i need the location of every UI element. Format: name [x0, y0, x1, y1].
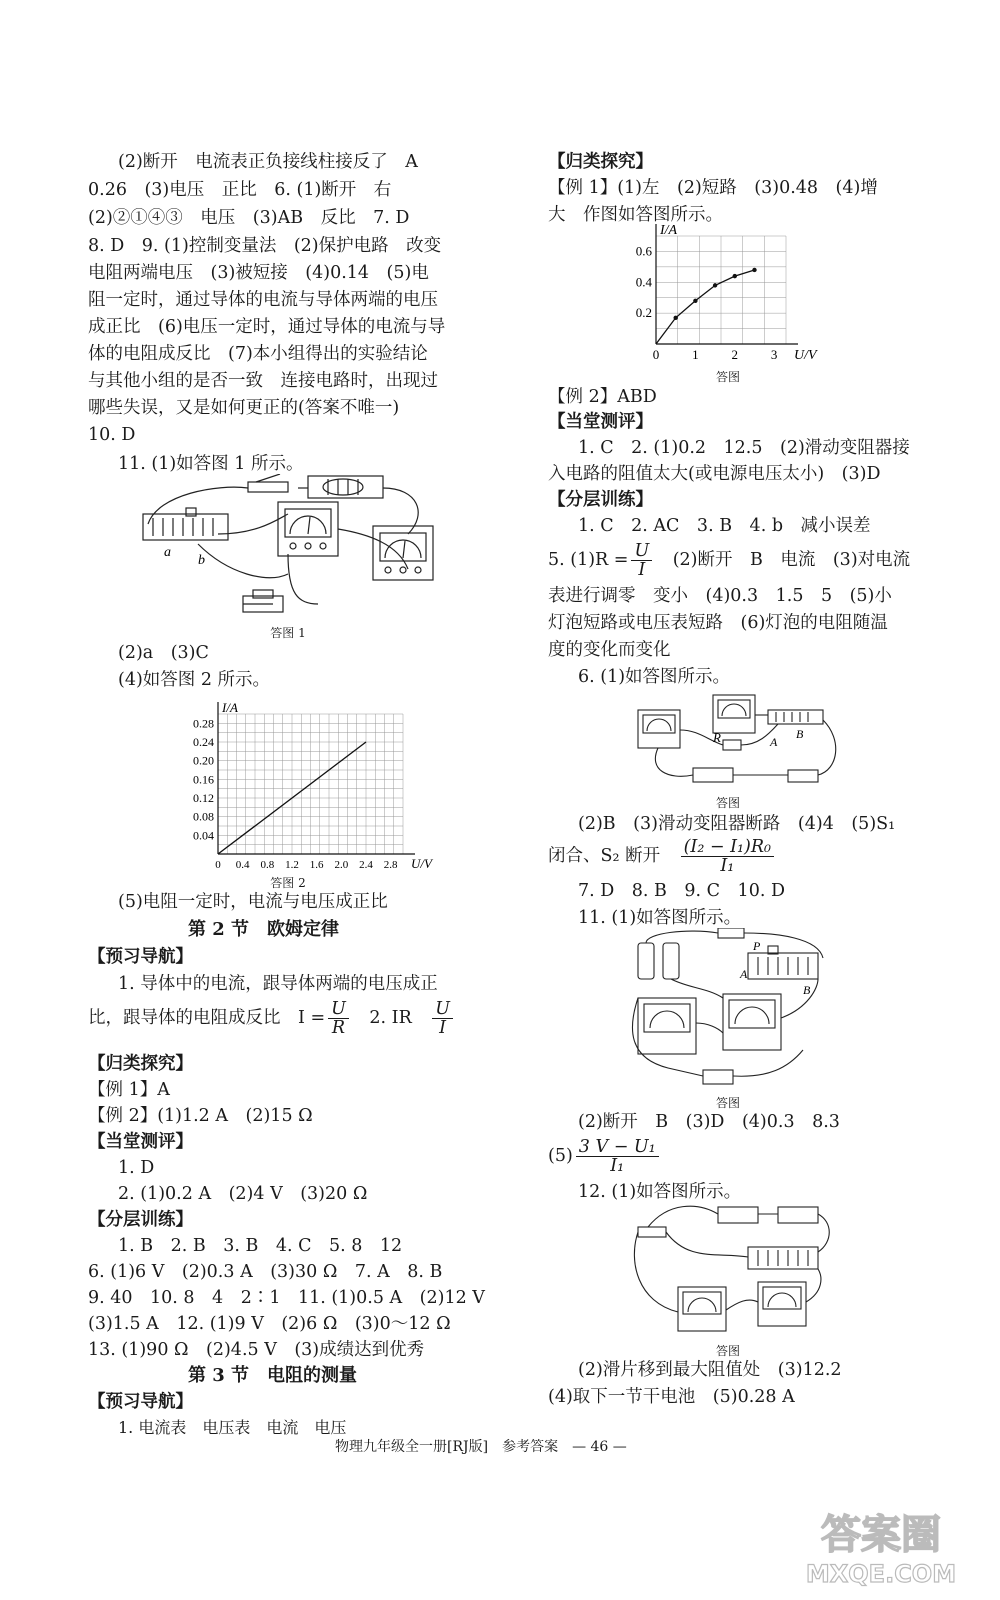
- answer-text: 2. IR: [369, 1008, 412, 1028]
- answer-line: 0.26 (3)电压 正比 6. (1)断开 右: [88, 180, 392, 200]
- answer-line-fraction: [548, 1138, 662, 1175]
- answer-line: 与其他小组的是否一致 连接电路时，出现过: [88, 371, 438, 391]
- figure-caption: 答图 1: [270, 626, 306, 640]
- answer-line: (2)②①④③ 电压 (3)AB 反比 7. D: [88, 208, 410, 228]
- answer-line: 8. D 9. (1)控制变量法 (2)保护电路 改变: [88, 236, 442, 256]
- answer-line: 1. B 2. B 3. B 4. C 5. 8 12: [118, 1236, 403, 1256]
- figure-caption: 答图 2: [270, 876, 306, 890]
- watermark-logo: [786, 1500, 976, 1590]
- answer-line: 【例 2】ABD: [548, 387, 657, 407]
- answer-line: 度的变化而变化: [548, 640, 671, 660]
- answer-line: 成正比 (6)电压一定时，通过导体的电流与导: [88, 317, 446, 337]
- answer-line: 哪些失误，又是如何更正的(答案不唯一): [88, 398, 400, 418]
- page-number: — 46 —: [572, 1439, 627, 1455]
- data-point: [752, 268, 756, 272]
- x-tick-label: 1.2: [285, 859, 299, 871]
- answer-line: (2)断开 电流表正负接线柱接反了 A: [118, 152, 418, 172]
- answer-line: 13. (1)90 Ω (2)4.5 V (3)成绩达到优秀: [88, 1340, 425, 1360]
- y-tick-label: 0.24: [193, 735, 214, 749]
- footer-book: 物理九年级全一册[RJ版]: [335, 1439, 489, 1455]
- fraction: $\frac{U}{R}$: [328, 1000, 349, 1037]
- watermark-bottom: MXQE.COM: [805, 1560, 957, 1588]
- section-heading: 【当堂测评】: [548, 412, 653, 432]
- answer-line: 1. C 2. AC 3. B 4. b 减小误差: [578, 516, 871, 536]
- answer-line: 1. C 2. (1)0.2 12.5 (2)滑动变阻器接: [578, 438, 910, 458]
- y-tick-label: 0.2: [635, 305, 652, 321]
- data-point: [673, 316, 677, 320]
- x-tick-label: 2.8: [383, 859, 398, 871]
- label-a: A: [770, 735, 778, 749]
- figure-caption: 答图: [715, 1096, 740, 1110]
- section-heading: 【分层训练】: [548, 490, 653, 510]
- x-tick-label: 1.6: [309, 859, 324, 871]
- section-heading: 【预习导航】: [88, 947, 193, 967]
- answer-line-fraction: [548, 542, 910, 579]
- answer-line-fraction: [548, 838, 777, 875]
- circuit-diagram-q6: [628, 690, 848, 795]
- label-r: R: [713, 730, 721, 745]
- answer-line: 1. 导体中的电流，跟导体两端的电压成正: [118, 974, 438, 994]
- fraction: $\frac{U}{I}$: [631, 542, 652, 579]
- y-tick-label: 0.20: [193, 753, 214, 768]
- circuit-diagram-q11: [628, 928, 848, 1093]
- answer-line: 12. (1)如答图所示。: [578, 1182, 742, 1202]
- page-footer: [335, 1436, 627, 1456]
- answer-line: 6. (1)如答图所示。: [578, 667, 731, 687]
- y-tick-label: 0.16: [193, 772, 214, 787]
- answer-line: 1. D: [118, 1158, 155, 1178]
- y-tick-label: 0.28: [193, 716, 214, 731]
- answer-line: 2. (1)0.2 A (2)4 V (3)20 Ω: [118, 1184, 368, 1204]
- answer-line: 1. 电流表 电压表 电流 电压: [118, 1418, 347, 1437]
- data-point: [713, 283, 717, 287]
- label-b: B: [796, 727, 804, 741]
- answer-line: 11. (1)如答图 1 所示。: [118, 454, 304, 474]
- label-p: P: [753, 939, 761, 953]
- fraction: $\frac{\text{3 V − U₁}}{\text{I₁}}$: [576, 1138, 659, 1175]
- answer-line: 【例 1】A: [88, 1080, 170, 1100]
- x-tick-label: 0: [652, 347, 660, 362]
- label-a: a: [164, 545, 171, 560]
- y-tick-label: 0.4: [635, 274, 652, 290]
- label-b: B: [803, 983, 811, 997]
- data-point: [693, 299, 697, 303]
- section-heading: 【预习导航】: [88, 1392, 193, 1412]
- y-tick-label: 0.6: [635, 243, 652, 259]
- answer-line: (4)取下一节干电池 (5)0.28 A: [548, 1387, 795, 1407]
- x-tick-label: 0: [215, 859, 221, 871]
- x-tick-label: 2: [731, 347, 739, 362]
- answer-line: (5)电阻一定时，电流与电压成正比: [118, 892, 388, 912]
- fraction: $\frac{U}{I}$: [432, 1000, 453, 1037]
- answer-text: 5. (1)R =: [548, 550, 629, 570]
- x-axis-label: U/V: [411, 856, 432, 871]
- answer-line: (2)滑片移到最大阻值处 (3)12.2: [578, 1360, 842, 1380]
- answer-line: 电阻两端电压 (3)被短接 (4)0.14 (5)电: [88, 263, 429, 283]
- data-line: [656, 270, 754, 344]
- section-title: 第 2 节 欧姆定律: [188, 919, 340, 940]
- answer-line: 6. (1)6 V (2)0.3 A (3)30 Ω 7. A 8. B: [88, 1262, 443, 1282]
- data-point: [733, 274, 737, 278]
- section-title: 第 3 节 电阻的测量: [188, 1365, 358, 1386]
- answer-line: 阻一定时，通过导体的电流与导体两端的电压: [88, 290, 438, 310]
- answer-text: (5): [548, 1146, 573, 1166]
- figure-caption: 答图: [715, 1344, 740, 1358]
- label-a: A: [740, 967, 748, 981]
- answer-line: (3)1.5 A 12. (1)9 V (2)6 Ω (3)0～12 Ω: [88, 1314, 451, 1334]
- iu-chart-2: [148, 700, 448, 875]
- x-tick-label: 3: [770, 347, 778, 362]
- y-axis-label: I/A: [222, 700, 238, 715]
- x-axis-label: U/V: [794, 348, 817, 363]
- answer-line: 10. D: [88, 425, 136, 445]
- x-tick-label: 1: [692, 347, 699, 362]
- iu-chart-right: [618, 222, 848, 372]
- answer-line: (2)B (3)滑动变阻器断路 (4)4 (5)S₁: [578, 814, 896, 834]
- answer-line: 9. 40 10. 8 4 2∶1 11. (1)0.5 A (2)12 V: [88, 1288, 485, 1308]
- figure-caption: 答图: [715, 796, 740, 810]
- x-tick-label: 2.0: [334, 859, 349, 871]
- answer-line: 表进行调零 变小 (4)0.3 1.5 5 (5)小: [548, 586, 892, 606]
- x-tick-label: 0.4: [235, 859, 250, 871]
- answer-text: 闭合、S₂ 断开: [548, 846, 661, 866]
- fraction: $\frac{\text{(I₂ − I₁)R₀}}{\text{I₁}}$: [681, 838, 775, 875]
- y-tick-label: 0.04: [193, 828, 214, 843]
- circuit-diagram-q12: [628, 1202, 848, 1342]
- answer-line: 11. (1)如答图所示。: [578, 908, 742, 928]
- answer-line: (2)断开 B (3)D (4)0.3 8.3: [578, 1112, 840, 1132]
- answer-line-fractions: [88, 1000, 456, 1037]
- answer-line: 大 作图如答图所示。: [548, 205, 723, 225]
- y-tick-label: 0.08: [193, 809, 214, 824]
- section-heading: 【当堂测评】: [88, 1132, 193, 1152]
- answer-line: 体的电阻成反比 (7)本小组得出的实验结论: [88, 344, 428, 364]
- section-heading: 【分层训练】: [88, 1210, 193, 1230]
- answer-line: 【例 2】(1)1.2 A (2)15 Ω: [88, 1106, 313, 1126]
- section-heading: 【归类探究】: [88, 1054, 193, 1074]
- answer-line: 7. D 8. B 9. C 10. D: [578, 881, 785, 901]
- answer-line: 灯泡短路或电压表短路 (6)灯泡的电阻随温: [548, 613, 888, 633]
- y-axis-label: I/A: [660, 223, 678, 238]
- answer-line: 【例 1】(1)左 (2)短路 (3)0.48 (4)增: [548, 178, 878, 198]
- section-heading: 【归类探究】: [548, 152, 653, 172]
- circuit-diagram-1: [138, 474, 438, 624]
- answer-text: 比，跟导体的电阻成反比 I =: [88, 1008, 326, 1028]
- figure-caption: 答图: [715, 370, 740, 384]
- x-tick-label: 0.8: [260, 859, 275, 871]
- answer-text: (2)断开 B 电流 (3)对电流: [672, 550, 911, 570]
- watermark-top: 答案圈: [821, 1512, 941, 1558]
- footer-label: 参考答案: [502, 1439, 559, 1455]
- x-tick-label: 2.4: [359, 859, 373, 871]
- answer-line: 入电路的阻值太大(或电源电压太小) (3)D: [548, 464, 881, 484]
- answer-line: (2)a (3)C: [118, 643, 209, 663]
- answer-line: (4)如答图 2 所示。: [118, 670, 271, 690]
- label-b: b: [198, 553, 205, 568]
- y-tick-label: 0.12: [193, 791, 214, 805]
